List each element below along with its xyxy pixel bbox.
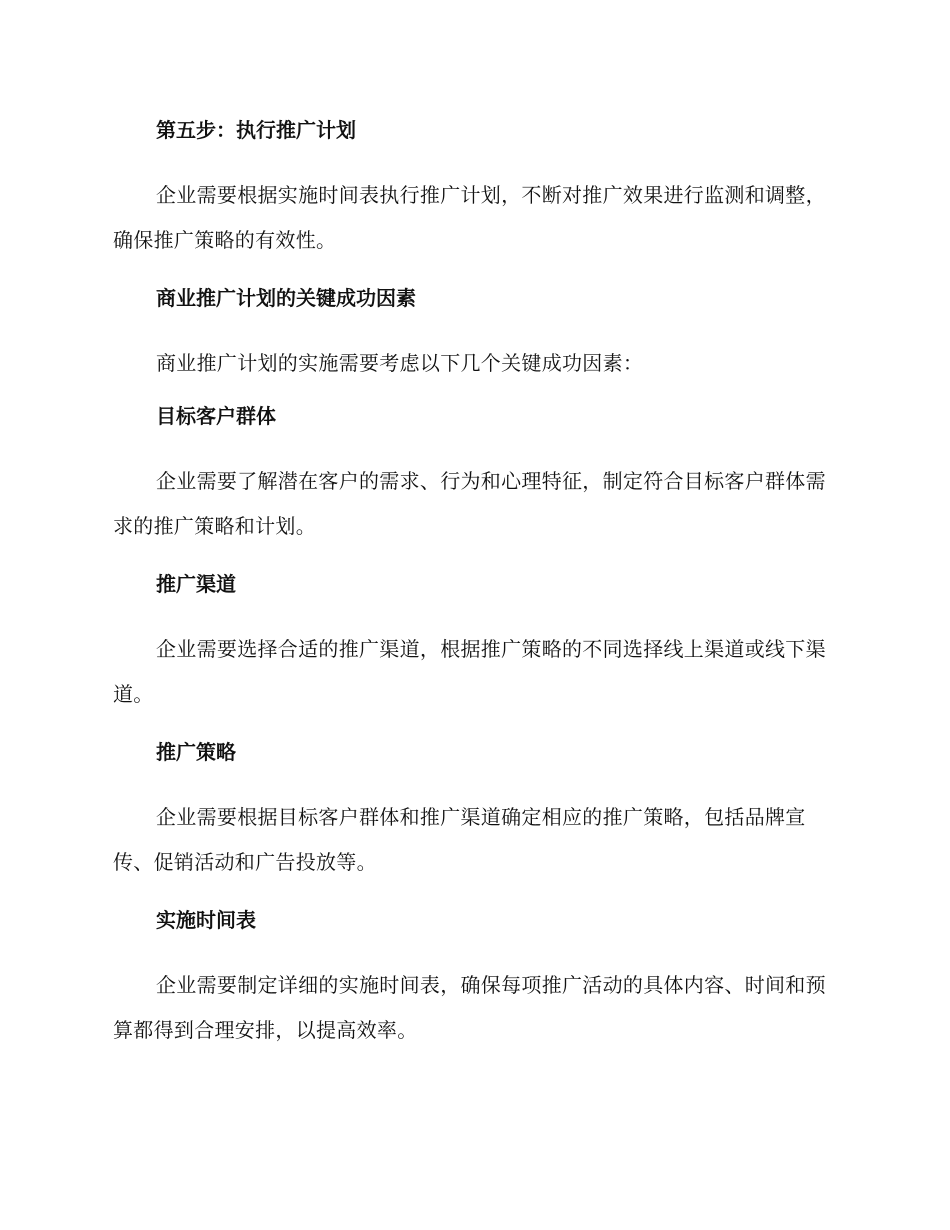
section-paragraph: 企业需要根据目标客户群体和推广渠道确定相应的推广策略，包括品牌宣传、促销活动和广告投放等。	[113, 805, 806, 874]
section-paragraph: 商业推广计划的实施需要考虑以下几个关键成功因素：	[156, 351, 644, 375]
section-paragraph: 企业需要了解潜在客户的需求、行为和心理特征，制定符合目标客户群体需求的推广策略和计划。	[113, 469, 826, 538]
section-promotion-strategy	[113, 737, 833, 885]
section-paragraph: 企业需要根据实施时间表执行推广计划，不断对推广效果进行监测和调整，确保推广策略的有效性。	[113, 183, 826, 252]
section-paragraph: 企业需要制定详细的实施时间表，确保每项推广活动的具体内容、时间和预算都得到合理安排，以提高效率。	[113, 973, 826, 1042]
section-heading: 实施时间表	[156, 908, 256, 932]
section-heading: 第五步：执行推广计划	[156, 118, 356, 142]
section-heading: 推广策略	[156, 740, 236, 764]
section-heading: 目标客户群体	[156, 404, 276, 428]
section-key-success-factors	[113, 283, 833, 386]
section-target-customers	[113, 401, 833, 549]
section-heading: 商业推广计划的关键成功因素	[156, 286, 416, 310]
section-heading: 推广渠道	[156, 572, 236, 596]
section-promotion-channels	[113, 569, 833, 717]
document-page	[113, 115, 833, 1053]
section-step-five	[113, 115, 833, 263]
section-paragraph: 企业需要选择合适的推广渠道，根据推广策略的不同选择线上渠道或线下渠道。	[113, 637, 826, 706]
section-implementation-timeline	[113, 905, 833, 1053]
